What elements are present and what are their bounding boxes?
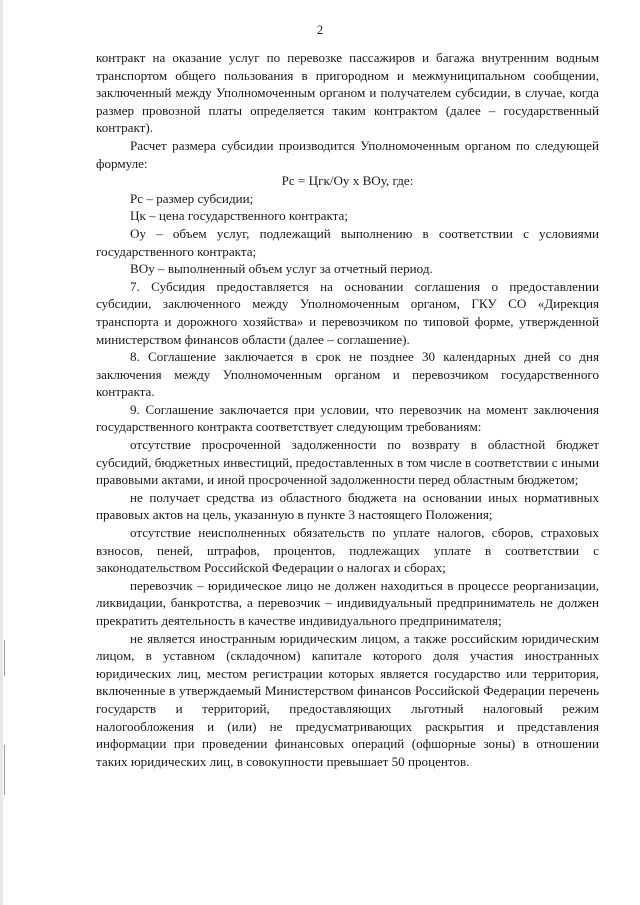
requirement-no-overdue-debt: отсутствие просроченной задолженности по возврату в областной бюджет субсидий, бюджетных инвестиций, предоставленных в том числе в соответствии с иными правовыми актами, и иной просроченной задолженности перед областным бюджетом; [96, 437, 599, 488]
formula-term-oy: Оу – объем услуг, подлежащий выполнению в соответствии с условиями государственного контракта; [96, 225, 599, 259]
paragraph-calculation-intro: Расчет размера субсидии производится Уполномоченным органом по следующей формуле: [96, 137, 599, 171]
paragraph-contract-definition: контракт на оказание услуг по перевозке пассажиров и багажа внутренним водным транспортом общего пользования в пригородном и межмуниципальном сообщении, заключенный между Уполномоченным органом и получателем субсидии, в случае, когда размер провозной платы определяется таким контрактом (далее – государственный контракт). [96, 50, 599, 136]
scan-mark [4, 745, 5, 795]
formula-term-rs: Рс – размер субсидии; [130, 190, 254, 206]
requirement-no-other-funds: не получает средства из областного бюджета на основании иных нормативных правовых актов на цель, указанную в пункте 3 настоящего Положения; [96, 489, 599, 523]
requirement-no-tax-arrears: отсутствие неисполненных обязательств по уплате налогов, сборов, страховых взносов, пеней, штрафов, процентов, подлежащих уплате в соответствии с законодательством Российской Федерации о налогах и сборах; [96, 525, 599, 576]
scan-edge [0, 0, 3, 905]
page-number: 2 [316, 23, 324, 37]
requirement-no-reorganization: перевозчик – юридическое лицо не должен находиться в процессе реорганизации, ликвидации, банкротства, а перевозчик – индивидуальный предприниматель не должен прекратить деятельность в качестве индивидуального предпринимателя; [96, 577, 599, 628]
formula-term-tsk: Цк – цена государственного контракта; [130, 208, 349, 224]
paragraph-clause-9: 9. Соглашение заключается при условии, что перевозчик на момент заключения государственного контракта соответствует следующим требованиям: [96, 401, 599, 435]
formula-term-voy: ВОу – выполненный объем услуг за отчетный период. [130, 261, 433, 277]
document-body [96, 49, 599, 770]
scan-mark [4, 640, 5, 676]
formula: Рс = Цгк/Оу х ВОу, где: [281, 173, 414, 189]
paragraph-clause-7: 7. Субсидия предоставляется на основании соглашения о предоставлении субсидии, заключенного между Уполномоченным органом, ГКУ СО «Дирекция транспорта и дорожного хозяйства» и перевозчиком по типовой форме, утвержденной министерством финансов области (далее – соглашение). [96, 278, 599, 347]
requirement-not-foreign-entity: не является иностранным юридическим лицом, а также российским юридическим лицом, в уставном (складочном) капитале которого доля участия иностранных юридических лиц, местом регистрации которых является государство или территория, включенные в утверждаемый Министерством финансов Российской Федерации перечень государств и территорий, предоставляющих льготный налоговый режим налогообложения и (или) не предусматривающих раскрытия и представления информации при проведении финансовых операций (офшорные зоны) в отношении таких юридических лиц, в совокупности превышает 50 процентов. [96, 630, 599, 769]
paragraph-clause-8: 8. Соглашение заключается в срок не позднее 30 календарных дней со дня заключения между Уполномоченным органом и перевозчиком государственного контракта. [96, 349, 599, 400]
